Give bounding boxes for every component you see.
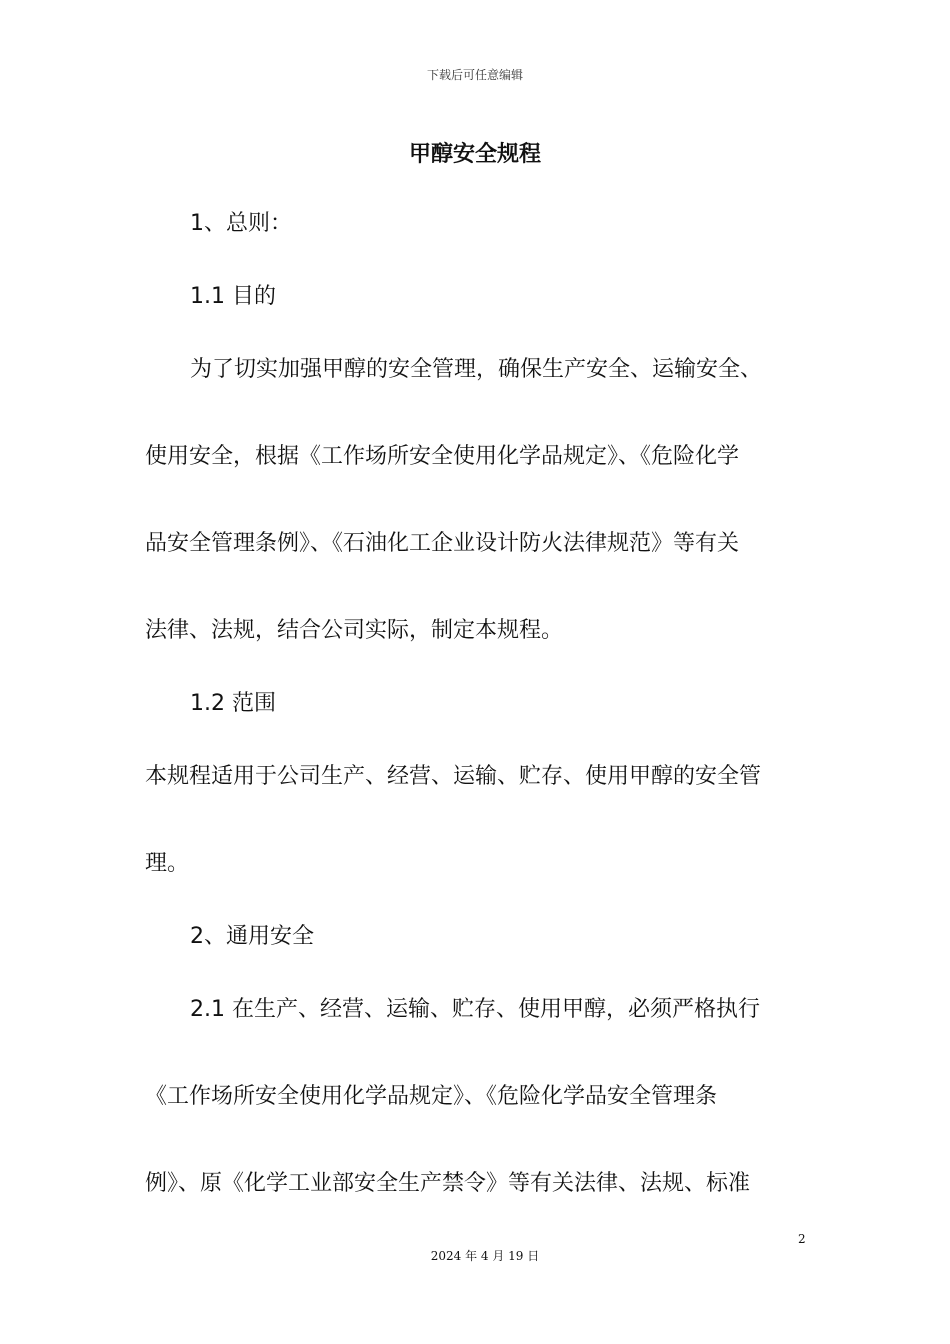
page-number: 2	[798, 1232, 806, 1246]
paragraph-line: 使用安全，根据《工作场所安全使用化学品规定》、《危险化学	[145, 444, 740, 469]
paragraph-line: 《工作场所安全使用化学品规定》、《危险化学品安全管理条	[145, 1084, 718, 1109]
page-header: 下载后可任意编辑	[426, 68, 523, 82]
section-heading: 1、总则：	[190, 211, 292, 236]
paragraph-line: 理。	[145, 851, 190, 876]
section-heading: 2、通用安全	[190, 924, 314, 949]
paragraph-line: 2.1 在生产、经营、运输、贮存、使用甲醇，必须严格执行	[190, 997, 760, 1022]
paragraph-line: 法律、法规，结合公司实际，制定本规程。	[145, 618, 564, 643]
document-title: 甲醇安全规程	[408, 142, 541, 167]
paragraph-line: 例》、原《化学工业部安全生产禁令》等有关法律、法规、标准	[145, 1171, 751, 1196]
subsection-heading: 1.2 范围	[190, 691, 276, 716]
footer-date: 2024 年 4 月 19 日	[430, 1249, 540, 1263]
paragraph-line: 品安全管理条例》、《石油化工企业设计防火法律规范》等有关	[145, 531, 740, 556]
paragraph-line: 为了切实加强甲醇的安全管理，确保生产安全、运输安全、	[190, 357, 763, 382]
subsection-heading: 1.1 目的	[190, 284, 276, 309]
paragraph-line: 本规程适用于公司生产、经营、运输、贮存、使用甲醇的安全管	[145, 764, 762, 789]
